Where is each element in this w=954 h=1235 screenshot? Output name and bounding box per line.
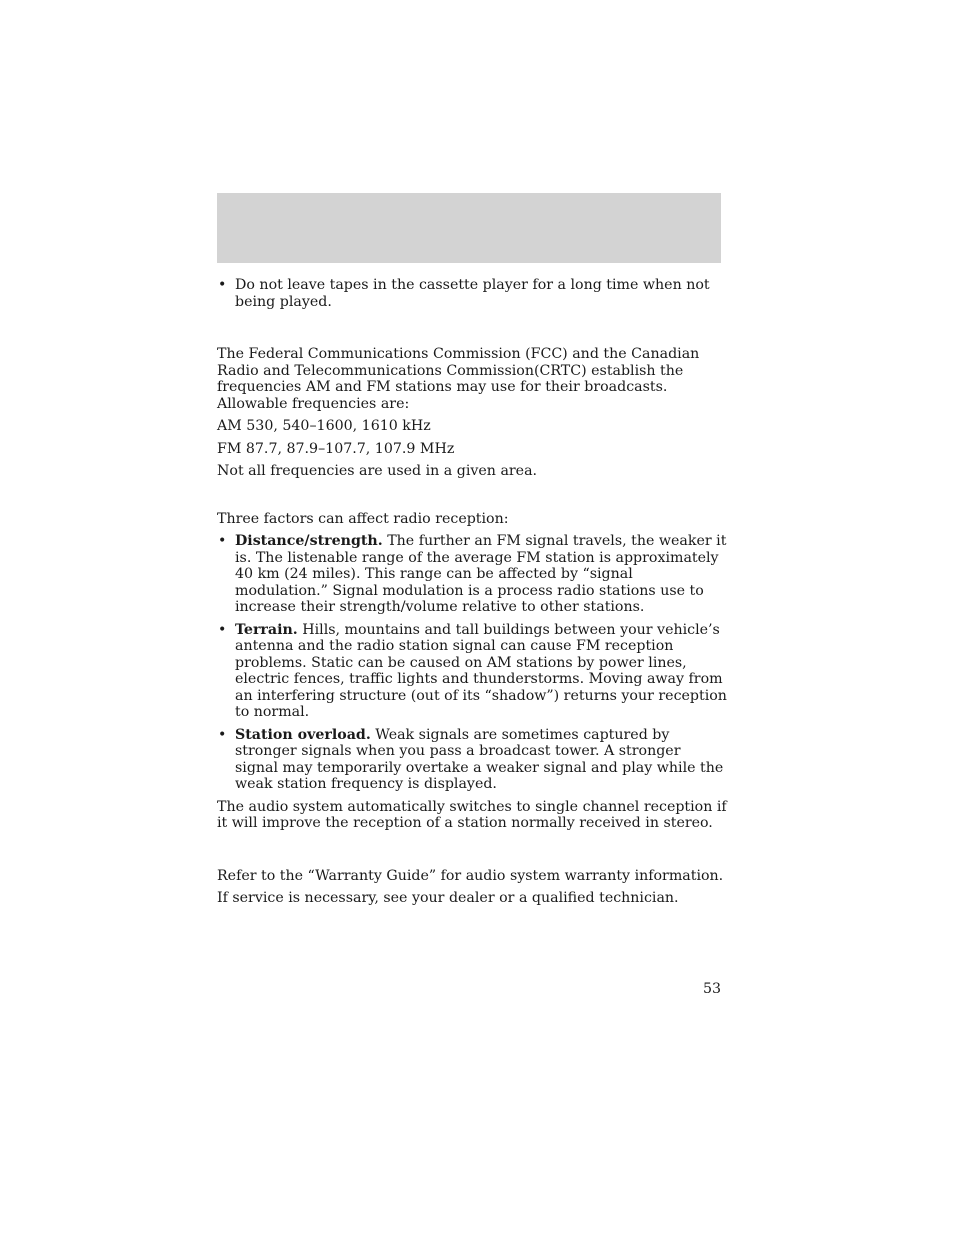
reception-factor-paragraph [235,727,727,793]
bullet-dot: • [218,726,227,743]
reception-factor-distance [217,533,727,616]
mono-switch-note: The audio system automatically switches to single channel reception if it will improve the reception of a station normally received in stereo. [217,798,727,831]
factor-text: The further an FM signal travels, the weaker it is. The listenable range of the average FM station is approximately 40 km (24 miles). This range can be affected by “signal modulation.” Signal modulation is a process radio stations use to increase their strength/volume relative to other stations. [235,533,727,615]
frequencies-intro: The Federal Communications Commission (FCC) and the Canadian Radio and Telecommunications Commission(CRTC) establish the frequencies AM and FM stations may use for their broadcasts. Allowable frequencies are: [217,346,700,412]
reception-factor-paragraph [235,622,727,721]
page-number: 53 [702,981,721,997]
bullet-dot: • [218,533,227,549]
reception-factor-terrain [217,622,727,721]
page-content [217,277,727,907]
factor-term: Terrain. [235,621,298,638]
reception-intro: Three factors can affect radio reception: [217,510,509,527]
reception-factor-paragraph [235,533,727,616]
am-frequencies: AM 530, 540–1600, 1610 kHz [217,418,431,434]
reception-factor-overload [217,727,727,793]
section-header-band [217,193,721,263]
bullet-dot: • [218,277,227,293]
tape-care-text: Do not leave tapes in the cassette player for a long time when not being played. [235,277,710,310]
factor-term: Distance/strength. [235,533,383,549]
factor-term: Station overload. [235,726,371,743]
frequencies-note: Not all frequencies are used in a given area. [217,463,538,479]
factor-text: Weak signals are sometimes captured by stronger signals when you pass a broadcast tower. A stronger signal may temporarily overtake a weaker signal and play while the weak station frequency is displayed. [235,726,724,792]
factor-text: Hills, mountains and tall buildings between your vehicle’s antenna and the radio station signal can cause FM reception problems. Static can be caused on AM stations by power lines, electric fences, traffic lights and thunderstorms. Moving away from an interfering structure (out of its “shadow”) returns your reception to normal. [235,621,727,720]
warranty-reference: Refer to the “Warranty Guide” for audio system warranty information. [217,867,724,884]
service-note: If service is necessary, see your dealer or a qualified technician. [217,890,679,906]
bullet-dot: • [218,621,227,638]
tape-care-bullet [217,277,727,310]
fm-frequencies: FM 87.7, 87.9–107.7, 107.9 MHz [217,440,455,457]
